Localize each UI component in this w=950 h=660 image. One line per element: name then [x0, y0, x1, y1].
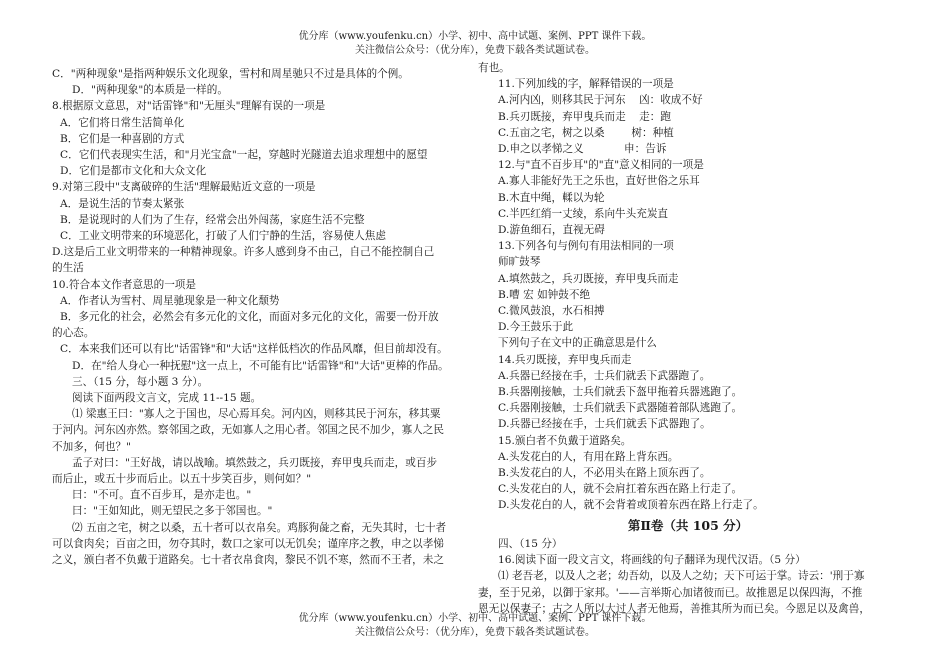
option-line: C．工业文明带来的环境恶化，打破了人们宁静的生活，容易使人焦虑 — [60, 230, 386, 243]
option-line: B.嘈 宏 如钟鼓不绝 — [498, 288, 591, 301]
left-column — [52, 66, 470, 568]
passage-line: 孟子对曰："王好战，请以战喻。填然鼓之，兵刃既接，弃甲曳兵而走，或百步 — [72, 456, 438, 469]
option-line: A.填然鼓之，兵刃既接，弃甲曳兵而走 — [498, 272, 679, 285]
option-line-cont: 的心态。 — [52, 327, 95, 340]
section-heading: 四、（15 分） — [498, 537, 563, 550]
passage-line: 可以食肉矣；百亩之田，勿夺其时，数口之家可以无饥矣；谨庠序之教，申之以孝悌 — [52, 537, 444, 550]
question-16: 16.阅读下面一段文言文，将画线的句子翻译为现代汉语。（5 分） — [498, 554, 806, 567]
footer-line-1: 优分库（www.youfenku.cn）小学、初中、高中试题、案例、PPT 课件下载。 — [298, 613, 652, 624]
page-header — [0, 30, 950, 58]
option-line: A．作者认为雪村、周星驰现象是一种文化颓势 — [60, 294, 280, 307]
option-line: B．它们是一种喜剧的方式 — [60, 132, 185, 145]
option-line: C.五亩之宅，树之以桑 树：种植 — [498, 126, 674, 139]
option-line: A.寡人非能好先王之乐也，直好世俗之乐耳 — [498, 175, 700, 188]
passage-line: 曰："不可。直不百步耳，是亦走也。" — [72, 489, 252, 502]
passage-line: 不加多，何也？" — [52, 440, 132, 453]
question-15: 15.颁白者不负戴于道路矣。 — [498, 434, 632, 447]
option-line: A.兵器已经接在手，士兵们就丢下武器跑了。 — [498, 369, 711, 382]
passage-line: 妻，至于兄弟，以御于家邦。'——言举斯心加诸彼而已。故推恩足以保四海，不推 — [478, 586, 863, 599]
question-9: 9.对第三段中"支离破碎的生活"理解最贴近文意的一项是 — [52, 181, 316, 194]
option-line: D．它们是都市文化和大众文化 — [60, 165, 207, 178]
option-line: C.微风鼓浪，水石相搏 — [498, 305, 605, 318]
question-12: 12.与"直不百步耳"的"直"意义相同的一项是 — [498, 159, 704, 172]
right-column — [478, 60, 898, 617]
passage-line: 有也。 — [478, 62, 510, 74]
header-line-2: 关注微信公众号：（优分库），免费下载各类试题试卷。 — [355, 45, 595, 56]
option-line: D.头发花白的人，就不会背着或顶着东西在路上行走了。 — [498, 499, 764, 512]
passage-line: 恩无以保妻子；古之人所以大过人者无他焉，善推其所为而已矣。今恩足以及禽兽， — [478, 602, 870, 615]
passage-line: ⑴ 梁惠王曰："寡人之于国也，尽心焉耳矣。河内凶，则移其民于河东，移其粟 — [72, 408, 441, 421]
option-line: C.兵器刚接触，士兵们就丢下武器随着部队逃跑了。 — [498, 402, 743, 415]
option-line: B.木直中绳，輮以为轮 — [498, 191, 605, 204]
option-line: A.头发花白的人，有用在路上背东西。 — [498, 450, 679, 463]
option-line: B．是说现时的人们为了生存，经常会出外闯荡，家庭生活不完整 — [60, 213, 365, 226]
part-two-heading: 第Ⅱ卷（共 105 分） — [627, 517, 749, 533]
option-line: B．多元化的社会，必然会有多元化的文化，而面对多元化的文化，需要一份开放 — [60, 311, 439, 324]
option-line: C．本来我们还可以有比"话雷锋"和"大话"这样低档次的作品风靡，但目前却没有。 — [60, 343, 448, 356]
option-line: B.头发花白的人，不必用头在路上顶东西了。 — [498, 467, 711, 480]
option-line: A．是说生活的节奏太紧张 — [60, 197, 185, 210]
section-heading: 三、（15 分，每小题 3 分）。 — [72, 375, 209, 388]
example-sentence: 师旷鼓琴 — [498, 256, 541, 269]
option-line-cont: 的生活 — [52, 262, 84, 275]
option-line: D.兵器已经接在手，士兵们就丢下武器跑了。 — [498, 418, 711, 431]
page-footer — [0, 612, 950, 640]
text-line: D．"两种现象"的本质是一样的。 — [72, 84, 228, 97]
option-line: B.兵刃既接，弃甲曳兵而走 走：跑 — [498, 110, 671, 123]
footer-line-2: 关注微信公众号：（优分库），免费下载各类试题试卷。 — [355, 627, 595, 638]
passage-line: 于河内。河东凶亦然。察邻国之政，无如寡人之用心者。邻国之民不加少，寡人之民 — [52, 424, 444, 437]
passage-line: ⑵ 五亩之宅，树之以桑，五十者可以衣帛矣。鸡豚狗彘之畜，无失其时，七十者 — [72, 521, 447, 534]
header-line-1: 优分库（www.youfenku.cn）小学、初中、高中试题、案例、PPT 课件下载。 — [298, 31, 652, 42]
option-line: C.头发花白的人，就不会肩扛着东西在路上行走了。 — [498, 483, 743, 496]
passage-line: 曰："王如知此，则无望民之多于邻国也。" — [72, 505, 273, 518]
option-line: C.半匹红绡一丈绫，系向牛头充炭直 — [498, 207, 669, 220]
option-line: D.游鱼细石，直视无碍 — [498, 224, 605, 237]
question-13: 13.下列各句与例句有用法相同的一项 — [498, 240, 674, 253]
question-11: 11.下列加线的字，解释错误的一项是 — [498, 78, 674, 91]
question-8: 8.根据原文意思，对"话雷锋"和"无厘头"理解有误的一项是 — [52, 100, 326, 113]
instruction-line: 下列句子在文中的正确意思是什么 — [498, 337, 657, 350]
text-line: C．"两种现象"是指两种娱乐文化现象，雪村和周星驰只不过是具体的个例。 — [52, 68, 409, 80]
option-line: D．在"给人身心一种抚慰"这一点上，不可能有比"话雷锋"和"大话"更棒的作品。 — [72, 359, 449, 372]
option-line: B.兵器刚接触，士兵们就丢下盔甲拖着兵器逃跑了。 — [498, 386, 743, 399]
option-line: D.申之以孝悌之义 申：告诉 — [498, 143, 667, 156]
option-line: A．它们将日常生活简单化 — [60, 116, 185, 129]
option-line: D.这是后工业文明带来的一种精神现象。许多人感到身不由己，自己不能控制自己 — [52, 246, 435, 259]
question-14: 14.兵刃既接，弃甲曳兵而走 — [498, 353, 632, 366]
option-line: A.河内凶，则移其民于河东 凶：收成不好 — [498, 94, 703, 107]
instruction-line: 阅读下面两段文言文，完成 11--15 题。 — [72, 392, 262, 405]
question-10: 10.符合本文作者意思的一项是 — [52, 278, 196, 291]
option-line: C．它们代表现实生活，和"月光宝盒"一起，穿越时光隧道去追求理想中的愿望 — [60, 149, 428, 162]
passage-line: ⑴ 老吾老，以及人之老；幼吾幼，以及人之幼；天下可运于掌。诗云：'刑于寡 — [498, 570, 865, 583]
option-line: D.今王鼓乐于此 — [498, 321, 574, 334]
passage-line: 之义，颁白者不负戴于道路矣。七十者衣帛食肉，黎民不饥不寒，然而不王者，未之 — [52, 554, 444, 567]
passage-line: 而后止，或五十步而后止。以五十步笑百步，则何如？" — [52, 473, 312, 486]
